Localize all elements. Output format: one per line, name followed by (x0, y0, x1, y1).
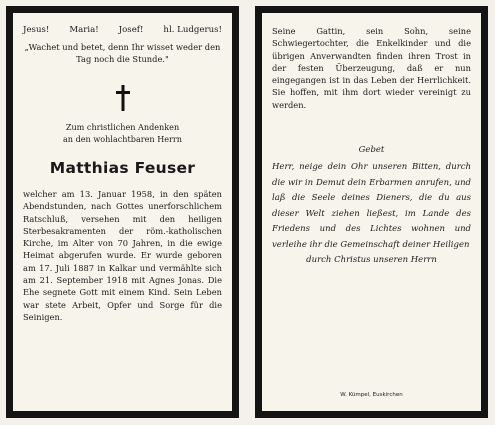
printer-imprint: W. Kümpel, Euskirchen (340, 392, 403, 398)
left-card-panel (6, 6, 239, 418)
invocation-jesus: Jesus! (23, 25, 50, 35)
invocation-maria: Maria! (69, 25, 99, 35)
biography-text: welcher am 13. Januar 1958, in den späten Abendstunden, nach Gottes unerforschlichem Ratschluß, versehen mit den heiligen Sterbesakramenten der röm.-katholischen Kirche, im Alter von 70 Jahren, in die ewige Heimat abgerufen wurde. Er wurde geboren am 17. Juli 1887 in Kalkar und vermählte sich am 21. September 1918 mit Agnes Jonas. Die Ehe segnete Gott mit einem Kind. Sein Leben war stete Arbeit, Opfer und Sorge für die Seinigen. (23, 189, 222, 322)
cross-icon (114, 85, 132, 111)
prayer-title: Gebet (358, 145, 385, 156)
invocation-josef: Josef! (118, 25, 144, 35)
invocation-ludgerus: hl. Ludgerus! (163, 25, 222, 35)
bible-quote: „Wachet und betet, denn Ihr wisset weder den Tag noch die Stunde." (24, 42, 221, 64)
memorial-line-2: an den wohlachtbaren Herrn (62, 134, 183, 144)
family-text: Seine Gattin, sein Sohn, seine Schwiegertochter, die Enkelkinder und die übrigen Anverwandten finden ihren Trost in der festen Überzeugung, daß er nun eingegangen ist in das Leben der Herrlichkeit. Sie hoffen, mit ihm dort wieder vereinigt zu werden. (272, 26, 471, 110)
prayer-closing: durch Christus unseren Herrn (306, 255, 437, 266)
memorial-line-1: Zum christlichen Andenken (65, 122, 180, 132)
invocation-line (23, 25, 222, 35)
prayer-text: Herr, neige dein Ohr unseren Bitten, durch die wir in Demut dein Erbarmen anrufen, und laß die Seele deines Dieners, die du aus dieser Welt ziehen ließest, im Lande des Friedens und des Lichtes wohnen und verleihe ihr die Gemeinschaft deiner Heiligen (272, 162, 471, 250)
right-card-panel (255, 6, 488, 418)
deceased-name: Matthias Feuser (49, 159, 196, 177)
prayer-body (272, 160, 471, 269)
memorial-dedication (23, 121, 222, 145)
